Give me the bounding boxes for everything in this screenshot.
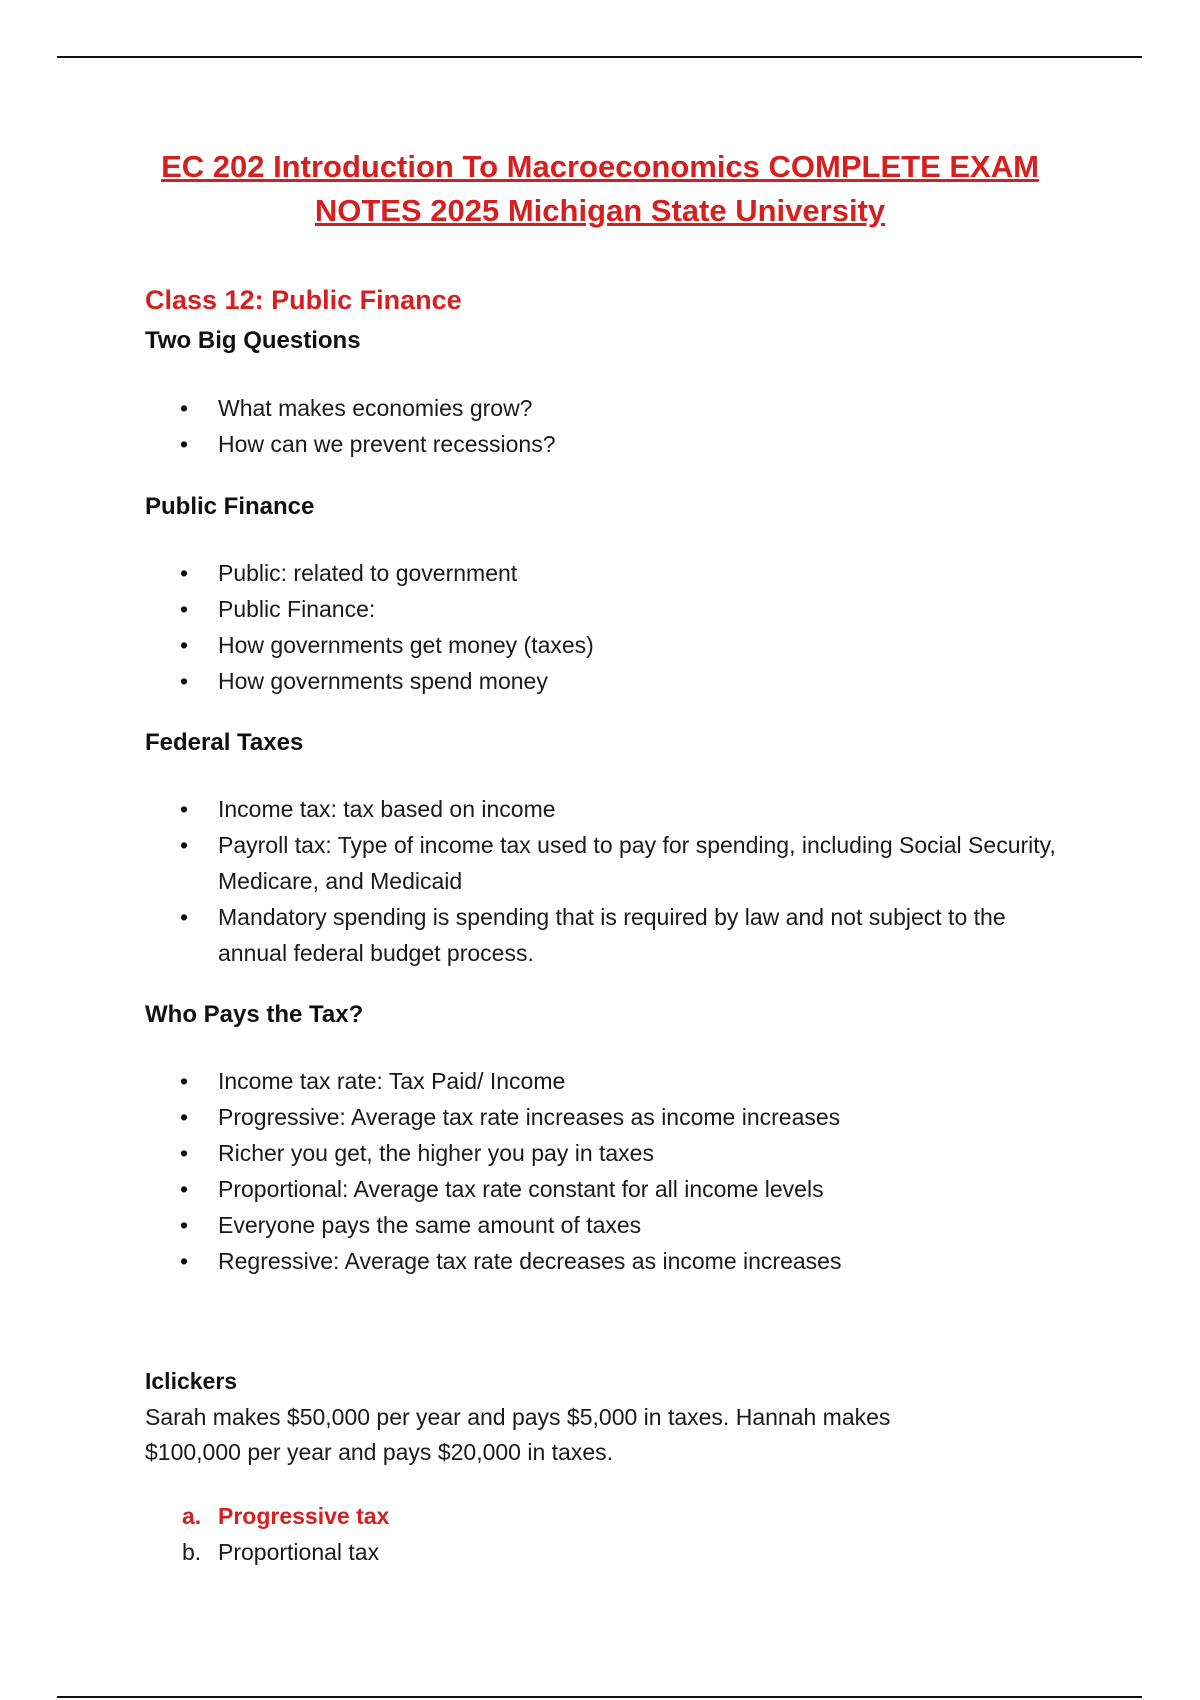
- option-marker: b.: [182, 1539, 202, 1565]
- top-rule: [57, 56, 1142, 58]
- list-item: • Payroll tax: Type of income tax used to pay for spending, including Social Security, Medicare, and Medicaid: [170, 827, 1070, 899]
- two-big-questions-list: [170, 390, 1070, 462]
- list-item: • Income tax: tax based on income: [170, 791, 1070, 827]
- option-text: Progressive tax: [218, 1503, 390, 1529]
- option-marker: a.: [182, 1503, 202, 1529]
- list-item: • Proportional: Average tax rate constant for all income levels: [170, 1171, 1070, 1207]
- list-item: • How can we prevent recessions?: [170, 426, 1070, 462]
- iclickers-heading: Iclickers: [145, 1368, 238, 1394]
- list-item: • How governments spend money: [170, 663, 1070, 699]
- document-title: [100, 145, 1100, 233]
- list-item: • What makes economies grow?: [170, 390, 1070, 426]
- list-item: • How governments get money (taxes): [170, 627, 1070, 663]
- list-item: • Everyone pays the same amount of taxes: [170, 1207, 1070, 1243]
- list-item: • Mandatory spending is spending that is required by law and not subject to the annual federal budget process.: [170, 899, 1070, 971]
- option-a: [170, 1498, 389, 1534]
- list-item: • Progressive: Average tax rate increases as income increases: [170, 1099, 1070, 1135]
- class-heading: Class 12: Public Finance: [145, 285, 462, 315]
- section-heading-who-pays-the-tax: Who Pays the Tax?: [145, 1001, 364, 1028]
- option-text: Proportional tax: [218, 1539, 380, 1565]
- list-item: • Income tax rate: Tax Paid/ Income: [170, 1063, 1070, 1099]
- section-heading-public-finance: Public Finance: [145, 493, 315, 520]
- federal-taxes-list: [170, 791, 1070, 971]
- option-b: [170, 1534, 389, 1570]
- public-finance-list: [170, 555, 1070, 699]
- who-pays-list: [170, 1063, 1070, 1279]
- title-line-1: EC 202 Introduction To Macroeconomics COMPLETE EXAM: [161, 149, 1039, 184]
- list-item: • Public Finance:: [170, 591, 1070, 627]
- iclickers-question: Sarah makes $50,000 per year and pays $5,000 in taxes. Hannah makes $100,000 per year and pays $20,000 in taxes.: [145, 1404, 891, 1465]
- list-item: • Regressive: Average tax rate decreases as income increases: [170, 1243, 1070, 1279]
- section-heading-federal-taxes: Federal Taxes: [145, 729, 304, 756]
- list-item: • Public: related to government: [170, 555, 1070, 591]
- list-item: • Richer you get, the higher you pay in taxes: [170, 1135, 1070, 1171]
- bottom-rule: [57, 1696, 1142, 1698]
- section-heading-two-big-questions: Two Big Questions: [145, 327, 361, 354]
- title-line-2: NOTES 2025 Michigan State University: [314, 193, 886, 228]
- iclickers-options: [170, 1498, 389, 1570]
